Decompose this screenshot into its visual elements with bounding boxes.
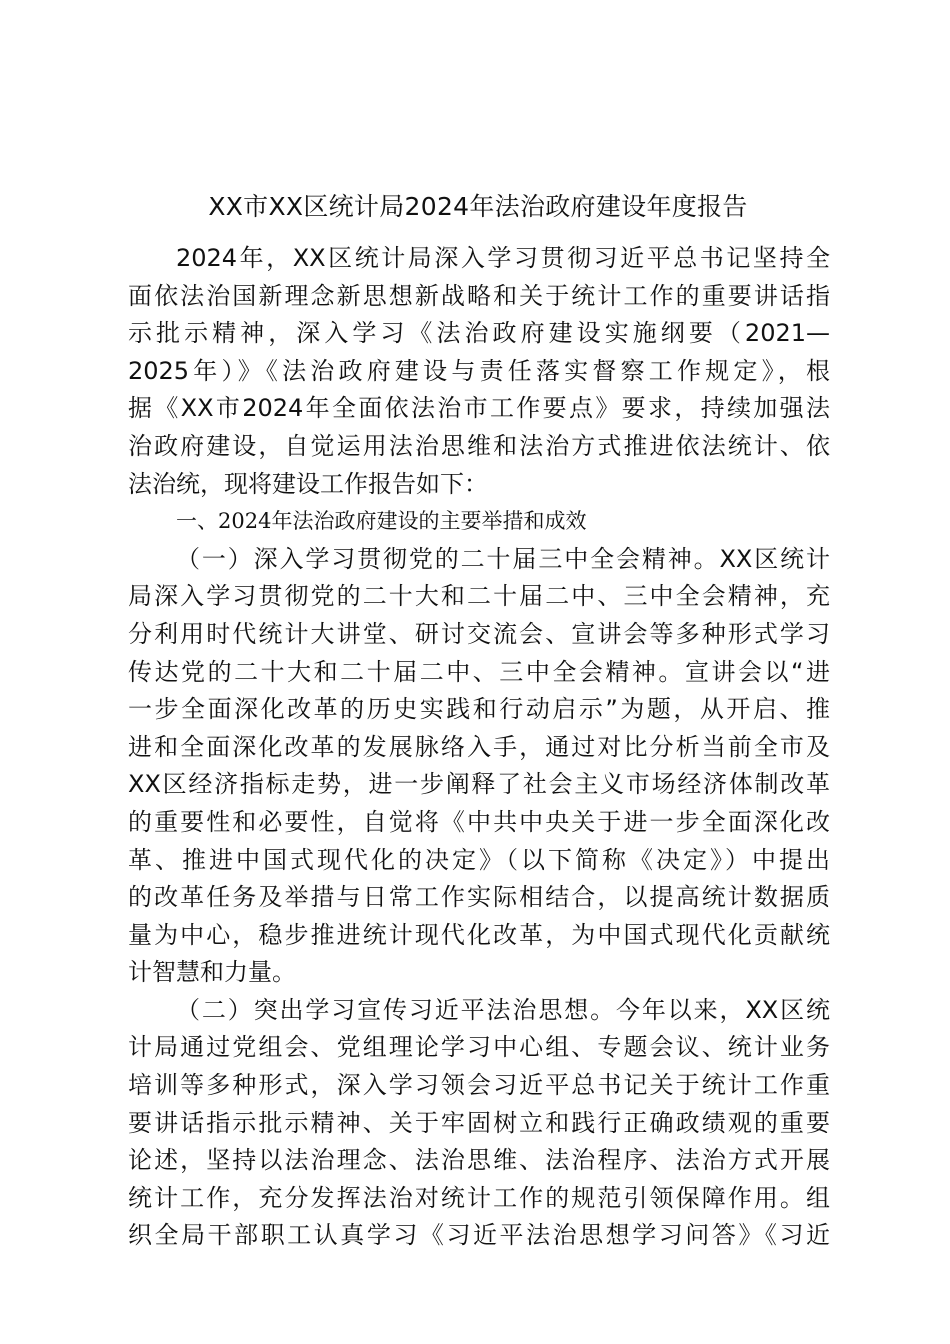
text-line: （二）突出学习宣传习近平法治思想。今年以来，XX区统 (176, 995, 830, 1024)
text-line: 计智慧和力量。 (128, 958, 296, 987)
text-line: （一）深入学习贯彻党的二十届三中全会精神。XX区统计 (176, 544, 830, 573)
text-line: 据《XX市2024年全面依法治市工作要点》要求，持续加强法 (128, 394, 830, 423)
text-line: 面依法治国新理念新思想新战略和关于统计工作的重要讲话指 (128, 281, 830, 310)
text-line: 培训等多种形式，深入学习领会习近平总书记关于统计工作重 (128, 1071, 830, 1100)
text-line: XX区经济指标走势，进一步阐释了社会主义市场经济体制改革 (128, 770, 830, 799)
text-line: 统计工作，充分发挥法治对统计工作的规范引领保障作用。组 (128, 1183, 830, 1212)
section-paragraph-1 (128, 541, 830, 992)
text-line: 法治统，现将建设工作报告如下： (128, 469, 488, 498)
section-paragraph-2 (128, 992, 830, 1255)
document-title: XX市XX区统计局2024年法治政府建设年度报告 (208, 192, 748, 221)
text-line: 示批示精神，深入学习《法治政府建设实施纲要（2021— (128, 319, 830, 348)
text-line: 织全局干部职工认真学习《习近平法治思想学习问答》《习近 (128, 1221, 830, 1250)
document-body (128, 240, 830, 1255)
text-line: 进和全面深化改革的发展脉络入手，通过对比分析当前全市及 (128, 732, 830, 761)
text-line: 传达党的二十大和二十届二中、三中全会精神。宣讲会以“进 (128, 657, 830, 686)
text-line: 革、推进中国式现代化的决定》（以下简称《决定》）中提出 (128, 845, 830, 874)
text-line: 分利用时代统计大讲堂、研讨交流会、宣讲会等多种形式学习 (128, 619, 830, 648)
text-line: 2025年）》《法治政府建设与责任落实督察工作规定》，根 (128, 356, 830, 385)
text-line: 要讲话指示批示精神、关于牢固树立和践行正确政绩观的重要 (128, 1108, 830, 1137)
text-line: 的重要性和必要性，自觉将《中共中央关于进一步全面深化改 (128, 807, 830, 836)
text-line: 2024年，XX区统计局深入学习贯彻习近平总书记坚持全 (176, 244, 830, 272)
section-heading: 一、2024年法治政府建设的主要举措和成效 (176, 509, 587, 534)
intro-paragraph (128, 240, 830, 503)
text-line: 的改革任务及举措与日常工作实际相结合，以提高统计数据质 (128, 883, 830, 912)
text-line: 治政府建设，自觉运用法治思维和法治方式推进依法统计、依 (128, 431, 830, 460)
text-line: 计局通过党组会、党组理论学习中心组、专题会议、统计业务 (128, 1033, 830, 1062)
text-line: 一步全面深化改革的历史实践和行动启示”为题，从开启、推 (128, 695, 830, 724)
text-line: 量为中心，稳步推进统计现代化改革，为中国式现代化贡献统 (128, 920, 830, 949)
text-line: 论述，坚持以法治理念、法治思维、法治程序、法治方式开展 (128, 1146, 830, 1175)
text-line: 局深入学习贯彻党的二十大和二十届二中、三中全会精神，充 (128, 582, 830, 611)
